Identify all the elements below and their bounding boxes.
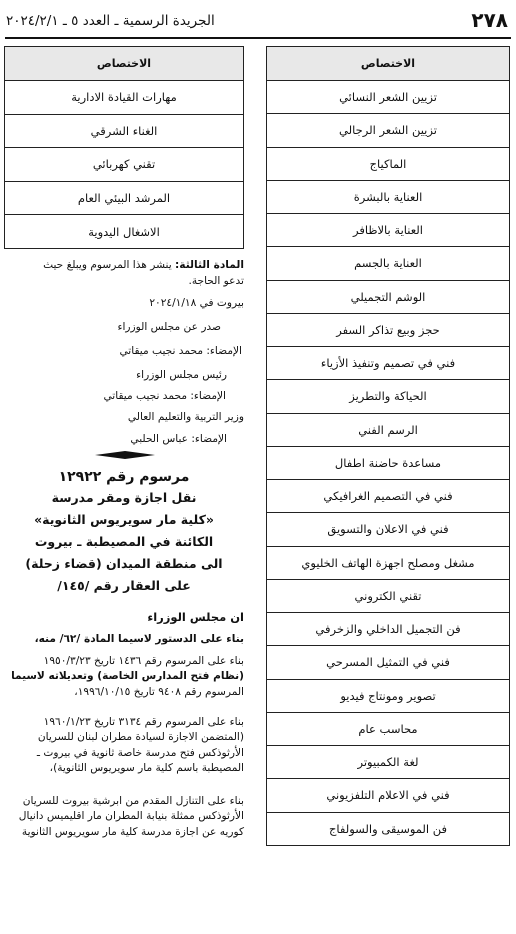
- specialty-cell: فني في تصميم وتنفيذ الأزياء: [267, 347, 510, 380]
- table-row: [267, 247, 510, 280]
- table-row: [267, 114, 510, 147]
- council-heading: ان مجلس الوزراء: [147, 610, 244, 624]
- article-label: المادة الثالثة:: [175, 259, 244, 271]
- page-header: [6, 8, 508, 34]
- specialty-cell: الاشغال اليدوية: [5, 215, 244, 249]
- table-header-specialty: الاختصاص: [267, 47, 510, 81]
- table-header-specialty: الاختصاص: [5, 47, 244, 81]
- signature-pm-1: الإمضاء: محمد نجيب ميقاتي: [119, 345, 242, 357]
- table-row: [267, 380, 510, 413]
- decree-subtitle-line: على العقار رقم /١٤٥/: [57, 578, 191, 593]
- header-rule: [5, 37, 511, 39]
- specialty-cell: مهارات القيادة الادارية: [5, 81, 244, 115]
- table-row: [5, 215, 244, 249]
- issued-by: صدر عن مجلس الوزراء: [117, 321, 221, 333]
- specialty-cell: العناية بالجسم: [267, 247, 510, 280]
- specialty-cell: تقني كهربائي: [5, 148, 244, 182]
- decree-title: مرسوم رقم ١٢٩٢٢: [58, 469, 190, 485]
- table-row: [267, 712, 510, 745]
- specialty-cell: الرسم الفني: [267, 413, 510, 446]
- table-row: [5, 148, 244, 182]
- specialty-cell: العناية بالبشرة: [267, 180, 510, 213]
- table-row: [267, 613, 510, 646]
- specialty-cell: مساعدة حاضنة اطفال: [267, 446, 510, 479]
- table-row: [267, 413, 510, 446]
- separator-diamond-rule: [95, 451, 155, 459]
- specialty-cell: مشغل ومصلح اجهزة الهاتف الخليوي: [267, 546, 510, 579]
- specialty-cell: فني في الاعلام التلفزيوني: [267, 779, 510, 812]
- specialty-cell: المرشد البيئي العام: [5, 181, 244, 215]
- table-row: [267, 280, 510, 313]
- table-row: [5, 114, 244, 148]
- table-row: [267, 812, 510, 845]
- specialty-cell: فني في التمثيل المسرحي: [267, 646, 510, 679]
- specialty-cell: تصوير ومونتاج فيديو: [267, 679, 510, 712]
- specialty-cell: فني في الاعلان والتسويق: [267, 513, 510, 546]
- article-three: [4, 258, 244, 289]
- specialty-cell: محاسب عام: [267, 712, 510, 745]
- page-number: ٢٧٨: [471, 8, 508, 32]
- specialty-cell: الغناء الشرقي: [5, 114, 244, 148]
- specialty-cell: حجز وبيع تذاكر السفر: [267, 313, 510, 346]
- table-row: [267, 646, 510, 679]
- decree-subtitle-line: الى منطقة الميدان (قضاء زحلة): [25, 556, 223, 571]
- table-row: [267, 313, 510, 346]
- pm-title: رئيس مجلس الوزراء: [136, 369, 227, 381]
- specialty-cell: الوشم التجميلي: [267, 280, 510, 313]
- table-row: [267, 579, 510, 612]
- decree-subtitle-line: الكائنة في المصيطبة ـ بيروت: [34, 534, 214, 549]
- table-row: [267, 147, 510, 180]
- article-text-1: ينشر هذا المرسوم ويبلغ حيث: [43, 259, 176, 271]
- table-row: [267, 779, 510, 812]
- place-date: بيروت في ٢٠٢٤/١/١٨: [149, 297, 244, 309]
- table-row: [267, 679, 510, 712]
- recital-decree-1436: بناء على المرسوم رقم ١٤٣٦ تاريخ ١٩٥٠/٣/٢٣ (نظام فتح المدارس الخاصة) وتعديلاته لاسيما المرسوم رقم ٩٤٠٨ تاريخ ١٩٩٦/١٠/١٥،: [11, 655, 244, 698]
- signature-minister: الإمضاء: عباس الحلبي: [130, 433, 227, 445]
- recital-waiver: بناء على التنازل المقدم من ابرشية بيروت للسريان الأرثوذكس ممثلة بنيابة المطران مار اقليميس دانيال كوريه عن اجازة مدرسة كلية مار سويريوس الثانوية: [18, 795, 244, 838]
- article-text-2: تدعو الحاجة.: [188, 274, 244, 287]
- signature-pm-2: الإمضاء: محمد نجيب ميقاتي: [103, 390, 226, 402]
- table-row: [267, 81, 510, 114]
- recital-decree-3134: بناء على المرسوم رقم ٣١٣٤ تاريخ ١٩٦٠/١/٢٣ (المتضمن الاجازة لسيادة مطران لبنان للسريان الأرثوذكس فتح مدرسة خاصة ثانوية في بيروت ـ المصيطبة باسم كلية مار سويريوس الثانوية)،: [36, 716, 244, 774]
- table-row: [267, 513, 510, 546]
- table-row: [267, 180, 510, 213]
- table-row: [267, 480, 510, 513]
- table-row: [267, 746, 510, 779]
- table-row: [267, 446, 510, 479]
- specialty-cell: تزيين الشعر النسائي: [267, 81, 510, 114]
- specialty-cell: فني في التصميم الغرافيكي: [267, 480, 510, 513]
- table-row: [267, 347, 510, 380]
- specialties-table-right: [266, 46, 510, 846]
- specialties-table-left: [4, 46, 244, 249]
- specialty-cell: تقني الكتروني: [267, 579, 510, 612]
- minister-title: وزير التربية والتعليم العالي: [127, 411, 244, 423]
- table-row: [5, 181, 244, 215]
- specialty-cell: تزيين الشعر الرجالي: [267, 114, 510, 147]
- specialty-cell: لغة الكمبيوتر: [267, 746, 510, 779]
- specialty-cell: فن التجميل الداخلي والزخرفي: [267, 613, 510, 646]
- specialty-cell: الحياكة والتطريز: [267, 380, 510, 413]
- recital-constitution: بناء على الدستور لاسيما المادة /٦٢/ منه،: [34, 633, 244, 645]
- table-row: [267, 546, 510, 579]
- specialty-cell: الماكياج: [267, 147, 510, 180]
- decree-heading: [4, 467, 244, 597]
- gazette-header-title: الجريدة الرسمية ـ العدد ٥ ـ ٢٠٢٤/٢/١: [6, 13, 215, 29]
- decree-subtitle-line: «كلية مار سويريوس الثانوية»: [34, 512, 214, 527]
- decree-subtitle-line: نقل اجازة ومقر مدرسة: [51, 490, 197, 505]
- table-row: [5, 81, 244, 115]
- specialty-cell: فن الموسيقى والسولفاج: [267, 812, 510, 845]
- specialty-cell: العناية بالاظافر: [267, 214, 510, 247]
- table-row: [267, 214, 510, 247]
